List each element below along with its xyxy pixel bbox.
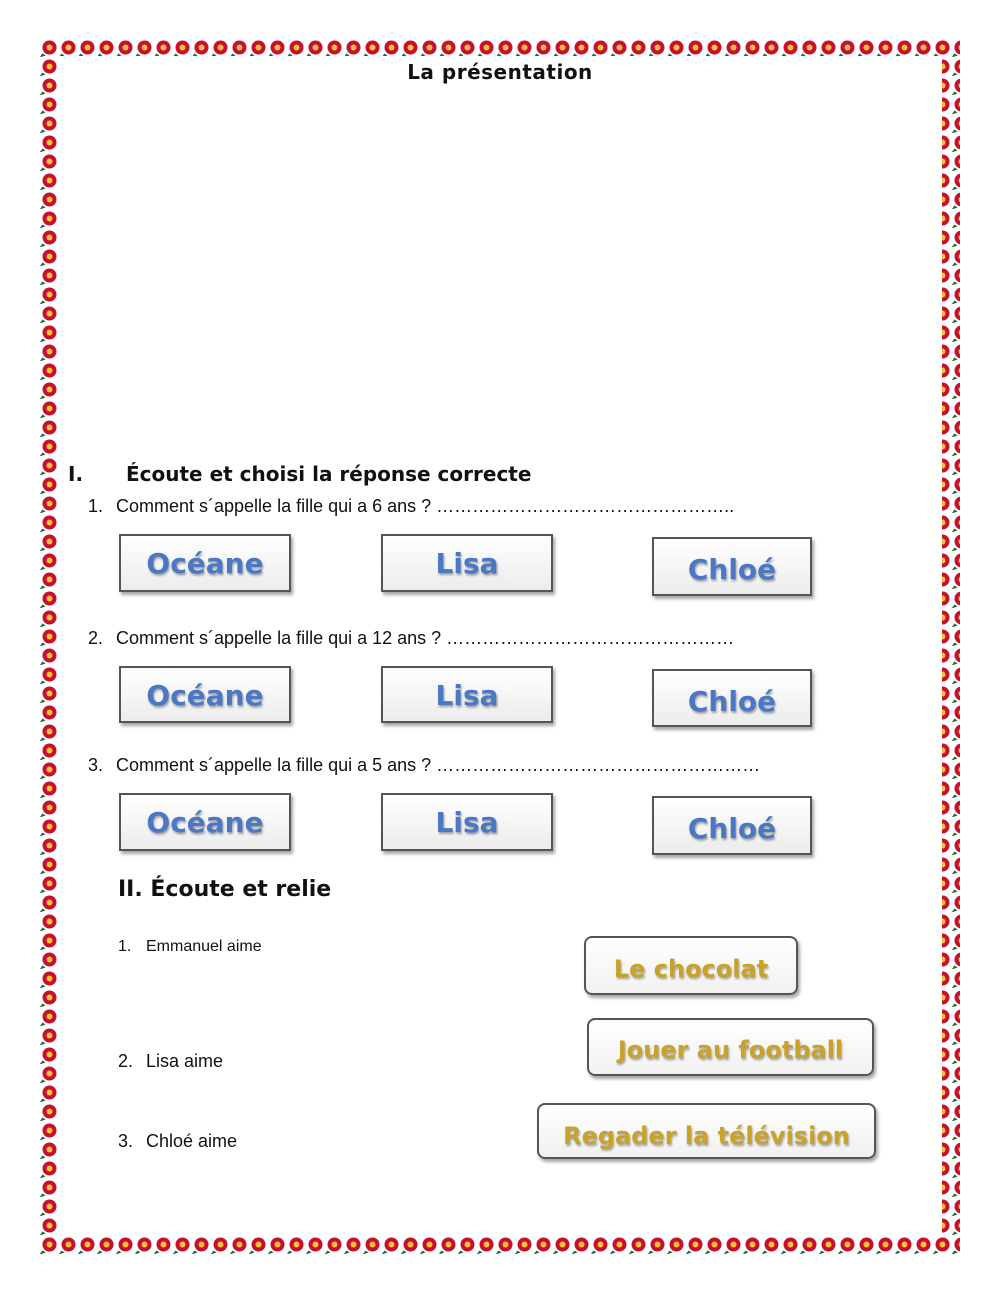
- page-title: La présentation: [407, 60, 593, 84]
- question-3: [88, 755, 760, 776]
- q2-option-lisa[interactable]: Lisa: [381, 666, 553, 723]
- question-1-text: Comment s´appelle la fille qui a 6 ans ? …………………………………………..: [116, 496, 735, 516]
- q2-option-oceane[interactable]: Océane: [119, 666, 291, 723]
- match-item-1-text: Emmanuel aime: [146, 938, 262, 955]
- match-item-3-text: Chloé aime: [146, 1131, 238, 1151]
- q1-option-lisa[interactable]: Lisa: [381, 534, 553, 592]
- q2-option-chloe[interactable]: Chloé: [652, 669, 812, 727]
- answer-le-chocolat[interactable]: Le chocolat: [584, 936, 798, 995]
- match-item-2-number: 2.: [118, 1051, 134, 1071]
- match-item-3: [118, 1131, 237, 1152]
- answer-jouer-au-football[interactable]: Jouer au football: [587, 1018, 874, 1076]
- section-1-roman: I.: [68, 462, 84, 486]
- section-1-title: Écoute et choisi la réponse correcte: [126, 462, 532, 486]
- question-2-number: 2.: [88, 628, 104, 648]
- question-3-text: Comment s´appelle la fille qui a 5 ans ? ………………………………………………: [116, 755, 761, 775]
- match-item-3-number: 3.: [118, 1131, 134, 1151]
- section-1-heading: [68, 462, 531, 486]
- q3-option-lisa[interactable]: Lisa: [381, 793, 553, 851]
- answer-regarder-la-television[interactable]: Regader la télévision: [537, 1103, 876, 1159]
- question-1-number: 1.: [88, 496, 104, 516]
- question-2: [88, 628, 734, 649]
- question-2-text: Comment s´appelle la fille qui a 12 ans ? …………………………………………: [116, 628, 735, 648]
- q3-option-oceane[interactable]: Océane: [119, 793, 291, 851]
- q1-option-oceane[interactable]: Océane: [119, 534, 291, 592]
- match-item-1: [118, 938, 262, 956]
- match-item-2: [118, 1051, 223, 1072]
- section-2-heading: II. Écoute et relie: [118, 877, 332, 902]
- match-item-1-number: 1.: [118, 938, 132, 955]
- question-3-number: 3.: [88, 755, 104, 775]
- match-item-2-text: Lisa aime: [146, 1051, 224, 1071]
- q1-option-chloe[interactable]: Chloé: [652, 537, 812, 596]
- question-1: [88, 496, 734, 517]
- q3-option-chloe[interactable]: Chloé: [652, 796, 812, 855]
